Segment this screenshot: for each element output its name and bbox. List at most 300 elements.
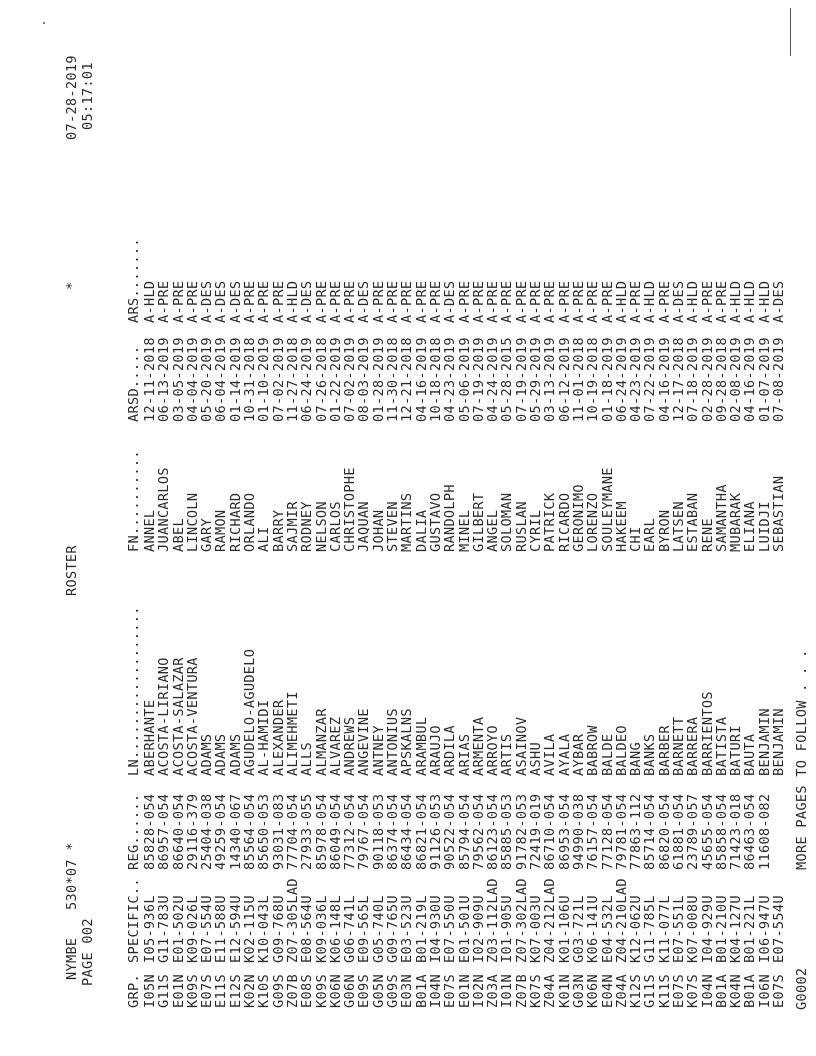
cell-fn: GILBERT: [470, 492, 487, 552]
cell-ln: ALMANZAR: [313, 708, 330, 776]
cell-ars: A-PRE: [370, 280, 387, 323]
cell-reg: 85978-054: [313, 793, 330, 870]
cell-grp: E12S: [227, 974, 244, 1008]
cell-specific: Z04-210LAD: [613, 878, 630, 963]
cell-grp: E03N: [399, 974, 416, 1008]
cell-ars: A-PRE: [556, 280, 573, 323]
cell-fn: NELSON: [313, 501, 330, 552]
cell-fn: ORLANDO: [242, 492, 259, 552]
cell-fn: SAMANTHA: [713, 484, 730, 552]
cell-specific: Z07-302LAD: [513, 878, 530, 963]
cell-arsd: 04-04-2019: [184, 337, 201, 422]
cell-arsd: 08-03-2019: [356, 337, 373, 422]
cell-ln: ACOSTA-LIRIANO: [156, 657, 173, 776]
cell-reg: 79767-054: [356, 793, 373, 870]
system-name: NYMBE: [64, 937, 80, 980]
cell-fn: MUBARAK: [728, 492, 745, 552]
cell-grp: K07S: [528, 974, 545, 1008]
cell-ln: BARRERA: [685, 716, 702, 776]
footer-code: G0002: [794, 967, 810, 1010]
cell-specific: E08-564U: [299, 895, 316, 963]
cell-ars: A-PRE: [156, 280, 173, 323]
cell-ln: AYALA: [556, 733, 573, 776]
cell-grp: K12S: [628, 974, 645, 1008]
cell-grp: E07S: [771, 974, 788, 1008]
cell-fn: SOLOMAN: [499, 492, 516, 552]
cell-specific: I01-905U: [499, 895, 516, 963]
cell-ars: A-PRE: [570, 280, 587, 323]
cell-specific: K09-026L: [184, 895, 201, 963]
cell-reg: 71423-018: [728, 793, 745, 870]
cell-fn: MINEL: [456, 509, 473, 552]
cell-fn: GARY: [199, 518, 216, 552]
cell-arsd: 07-02-2019: [270, 337, 287, 422]
cell-grp: E11S: [213, 974, 230, 1008]
cell-specific: G11-785L: [642, 895, 659, 963]
cell-ln: ADAMS: [199, 733, 216, 776]
cell-fn: JOHAN: [370, 509, 387, 552]
cell-specific: K09-036L: [313, 895, 330, 963]
cell-specific: I04-929U: [699, 895, 716, 963]
cell-reg: 85885-053: [499, 793, 516, 870]
cell-ars: A-DES: [299, 280, 316, 323]
cell-arsd: 01-07-2019: [756, 337, 773, 422]
cell-ln: ARDILA: [442, 725, 459, 776]
cell-specific: G09-768U: [270, 895, 287, 963]
cell-arsd: 05-29-2019: [528, 337, 545, 422]
report-time: 05:17:01: [80, 62, 96, 130]
cell-specific: I04-930U: [427, 895, 444, 963]
cell-reg: 77863-112: [628, 793, 645, 870]
scan-speck: [43, 22, 45, 24]
cell-fn: CYRIL: [528, 509, 545, 552]
cell-ln: ALEXANDER: [270, 699, 287, 776]
cell-arsd: 06-24-2019: [299, 337, 316, 422]
cell-reg: 91126-053: [427, 793, 444, 870]
cell-specific: K02-115U: [242, 895, 259, 963]
cell-grp: K01N: [556, 974, 573, 1008]
cell-ars: A-DES: [771, 280, 788, 323]
cell-ars: A-HLD: [685, 280, 702, 323]
cell-grp: E08S: [299, 974, 316, 1008]
cell-grp: I04N: [427, 974, 444, 1008]
cell-ars: A-HLD: [756, 280, 773, 323]
cell-arsd: 03-13-2019: [542, 337, 559, 422]
cell-specific: E01-502U: [170, 895, 187, 963]
cell-fn: LINCOLN: [184, 492, 201, 552]
cell-reg: 85564-054: [242, 793, 259, 870]
cell-reg: 91782-053: [513, 793, 530, 870]
cell-grp: K09S: [313, 974, 330, 1008]
cell-ln: AYBAR: [570, 733, 587, 776]
cell-fn: BARRY: [270, 509, 287, 552]
cell-ln: ALLS: [299, 742, 316, 776]
cell-ars: A-PRE: [713, 280, 730, 323]
cell-arsd: 07-08-2019: [771, 337, 788, 422]
cell-ars: A-HLD: [728, 280, 745, 323]
cell-arsd: 01-28-2019: [370, 337, 387, 422]
cell-ln: BAUTA: [742, 733, 759, 776]
cell-ars: A-PRE: [256, 280, 273, 323]
cell-specific: Z07-305LAD: [284, 878, 301, 963]
cell-grp: G06N: [342, 974, 359, 1008]
cell-ars: A-PRE: [270, 280, 287, 323]
cell-reg: 85858-054: [713, 793, 730, 870]
cell-grp: E01N: [170, 974, 187, 1008]
cell-ars: A-PRE: [585, 280, 602, 323]
cell-ars: A-PRE: [242, 280, 259, 323]
cell-fn: ELIANA: [742, 501, 759, 552]
cell-grp: I05N: [142, 974, 158, 1008]
cell-specific: E07-554U: [199, 895, 216, 963]
cell-arsd: 07-19-2019: [513, 337, 530, 422]
cell-ln: BABROW: [585, 725, 602, 776]
cell-ln: BENJAMIN: [771, 708, 788, 776]
col-header-arsd: ARSD.....: [126, 345, 142, 422]
cell-fn: RANDOLPH: [442, 484, 459, 552]
cell-ln: BALDE: [599, 733, 616, 776]
cell-ln: ARAMBUL: [413, 716, 430, 776]
cell-arsd: 05-20-2019: [199, 337, 216, 422]
cell-ars: A-PRE: [399, 280, 416, 323]
cell-ln: ARIAS: [456, 733, 473, 776]
specific-column: [143, 878, 786, 963]
cell-specific: K06-148L: [327, 895, 344, 963]
cell-grp: K06N: [327, 974, 344, 1008]
cell-fn: ABEL: [170, 518, 187, 552]
cell-reg: 49259-054: [213, 793, 230, 870]
cell-reg: 86434-054: [399, 793, 416, 870]
cell-arsd: 06-04-2019: [213, 337, 230, 422]
cell-specific: G06-741L: [342, 895, 359, 963]
cell-arsd: 07-22-2019: [642, 337, 659, 422]
cell-reg: 86374-054: [385, 793, 402, 870]
cell-reg: 85794-054: [456, 793, 473, 870]
cell-grp: Z07B: [513, 974, 530, 1008]
cell-fn: LORENZO: [585, 492, 602, 552]
cell-arsd: 01-10-2019: [256, 337, 273, 422]
cell-ars: A-DES: [670, 280, 687, 323]
cell-fn: HAKEEM: [613, 501, 630, 552]
cell-grp: G11S: [642, 974, 659, 1008]
cell-ln: ARMENTA: [470, 716, 487, 776]
cell-ars: A-HLD: [642, 280, 659, 323]
cell-specific: G05-740L: [370, 895, 387, 963]
cell-ln: BARNETT: [670, 716, 687, 776]
cell-ars: A-HLD: [284, 280, 301, 323]
cell-specific: K07-003U: [528, 895, 545, 963]
cell-ln: AL-HAMIDI: [256, 699, 273, 776]
cell-reg: 61881-054: [670, 793, 687, 870]
cell-ln: APSKALNS: [399, 708, 416, 776]
col-header-grp: GRP.: [126, 974, 142, 1008]
cell-grp: I01N: [499, 974, 516, 1008]
report-code: 530*07 *: [64, 842, 80, 910]
cell-ln: BATISTA: [713, 716, 730, 776]
cell-grp: E04N: [599, 974, 616, 1008]
cell-arsd: 12-11-2018: [142, 337, 158, 422]
footer-message: MORE PAGES TO FOLLOW . . .: [794, 649, 810, 870]
cell-reg: 86710-054: [542, 793, 559, 870]
cell-specific: E03-523U: [399, 895, 416, 963]
cell-arsd: 03-05-2019: [170, 337, 187, 422]
cell-specific: G09-765U: [385, 895, 402, 963]
cell-grp: I04N: [699, 974, 716, 1008]
cell-fn: GERONIMO: [570, 484, 587, 552]
col-header-specific: SPECIFIC..: [126, 878, 142, 963]
cell-reg: 86463-054: [742, 793, 759, 870]
cell-fn: EARL: [642, 518, 659, 552]
cell-reg: 77704-054: [284, 793, 301, 870]
cell-fn: CARLOS: [327, 501, 344, 552]
cell-reg: 14340-067: [227, 793, 244, 870]
arsd-column: [143, 337, 786, 422]
cell-specific: E07-550U: [442, 895, 459, 963]
cell-fn: BYRON: [656, 509, 673, 552]
cell-specific: E04-532L: [599, 895, 616, 963]
cell-specific: E07-551L: [670, 895, 687, 963]
cell-grp: B01A: [413, 974, 430, 1008]
cell-ars: A-PRE: [656, 280, 673, 323]
cell-fn: CHI: [628, 526, 645, 552]
cell-grp: I02N: [470, 974, 487, 1008]
cell-ars: A-PRE: [313, 280, 330, 323]
cell-specific: B01-219L: [413, 895, 430, 963]
reg-column: [143, 794, 786, 870]
cell-reg: 23789-057: [685, 793, 702, 870]
cell-ars: A-PRE: [342, 280, 359, 323]
cell-ars: A-PRE: [470, 280, 487, 323]
cell-grp: Z04A: [542, 974, 559, 1008]
cell-reg: [772, 794, 786, 870]
cell-ln: BATURI: [728, 725, 745, 776]
cell-reg: 27933-055: [299, 793, 316, 870]
cell-fn: JAQUAN: [356, 501, 373, 552]
cell-specific: E12-594U: [227, 895, 244, 963]
cell-ln: BARBER: [656, 725, 673, 776]
cell-fn: LUIDJI: [756, 501, 773, 552]
cell-ln: ALIMEHMETI: [284, 691, 301, 776]
cell-fn: STEVEN: [385, 501, 402, 552]
cell-grp: Z04A: [613, 974, 630, 1008]
cell-grp: K11S: [656, 974, 673, 1008]
cell-grp: E09S: [356, 974, 373, 1008]
cell-ln: AGUDELO-AGUDELO: [242, 648, 259, 776]
cell-specific: E11-588U: [213, 895, 230, 963]
cell-ars: A-HLD: [613, 280, 630, 323]
cell-reg: 72419-019: [528, 793, 545, 870]
report-title: ROSTER: [64, 545, 80, 596]
cell-grp: E07S: [670, 974, 687, 1008]
cell-grp: K10S: [256, 974, 273, 1008]
cell-ln: ALVAREZ: [327, 716, 344, 776]
cell-ln: ABERHANTE: [142, 699, 158, 776]
cell-fn: LATSEN: [670, 501, 687, 552]
cell-ln: AVILA: [542, 733, 559, 776]
cell-reg: 86820-054: [656, 793, 673, 870]
cell-grp: I06N: [756, 974, 773, 1008]
cell-specific: K06-141U: [585, 895, 602, 963]
cell-ln: ARAUJO: [427, 725, 444, 776]
cell-fn: RICARDO: [556, 492, 573, 552]
cell-specific: I02-909U: [470, 895, 487, 963]
cell-fn: RODNEY: [299, 501, 316, 552]
cell-ars: A-PRE: [528, 280, 545, 323]
cell-reg: 86123-054: [485, 793, 502, 870]
cell-reg: 86953-054: [556, 793, 573, 870]
cell-reg: 86640-054: [170, 793, 187, 870]
cell-arsd: 04-23-2019: [442, 337, 459, 422]
cell-fn: SAJMIR: [284, 501, 301, 552]
cell-reg: 76157-054: [585, 793, 602, 870]
cell-reg: 29116-379: [184, 793, 201, 870]
cell-ln: BARRIENTOS: [699, 691, 716, 776]
cell-reg: 77312-054: [342, 793, 359, 870]
cell-arsd: 07-26-2018: [313, 337, 330, 422]
cell-reg: 85714-054: [642, 793, 659, 870]
cell-fn: DALIA: [413, 509, 430, 552]
cell-specific: K10-043L: [256, 895, 273, 963]
cell-arsd: 10-19-2018: [585, 337, 602, 422]
cell-ln: ADAMS: [213, 733, 230, 776]
grp-column: [143, 974, 786, 1008]
cell-reg: 94990-038: [570, 793, 587, 870]
cell-grp: Z07B: [284, 974, 301, 1008]
ln-column: [143, 649, 786, 776]
cell-arsd: 07-19-2019: [470, 337, 487, 422]
cell-ln: ASAINOV: [513, 716, 530, 776]
cell-grp: G09S: [270, 974, 287, 1008]
cell-reg: 90118-053: [370, 793, 387, 870]
cell-arsd: 01-14-2019: [227, 337, 244, 422]
cell-arsd: 06-24-2019: [613, 337, 630, 422]
cell-ars: A-PRE: [599, 280, 616, 323]
cell-ln: ASHU: [528, 742, 545, 776]
cell-arsd: 01-22-2019: [327, 337, 344, 422]
col-header-fn: FN..........: [126, 450, 142, 552]
cell-arsd: 09-28-2018: [713, 337, 730, 422]
cell-grp: E07S: [442, 974, 459, 1008]
cell-reg: 86957-054: [156, 793, 173, 870]
cell-grp: G05N: [370, 974, 387, 1008]
cell-grp: B01A: [742, 974, 759, 1008]
cell-grp: Z03A: [485, 974, 502, 1008]
cell-specific: G03-721L: [570, 895, 587, 963]
cell-arsd: 11-27-2018: [284, 337, 301, 422]
cell-fn: MARTINS: [399, 492, 416, 552]
col-header-ln: LN..................: [126, 606, 142, 776]
cell-reg: 85650-053: [256, 793, 273, 870]
cell-specific: B01-221L: [742, 895, 759, 963]
cell-ln: ANGEVINE: [356, 708, 373, 776]
cell-arsd: 05-06-2019: [456, 337, 473, 422]
cell-arsd: 04-16-2019: [413, 337, 430, 422]
cell-ars: A-HLD: [142, 280, 158, 323]
cell-ars: A-DES: [199, 280, 216, 323]
report-date: 07-28-2019: [64, 55, 80, 140]
header-star: *: [64, 281, 80, 290]
cell-grp: K02N: [242, 974, 259, 1008]
cell-arsd: 06-12-2019: [556, 337, 573, 422]
cell-fn: RUSLAN: [513, 501, 530, 552]
cell-ars: A-PRE: [542, 280, 559, 323]
cell-specific: Z03-112LAD: [485, 878, 502, 963]
cell-arsd: 10-18-2018: [427, 337, 444, 422]
cell-specific: K01-106U: [556, 895, 573, 963]
cell-ars: A-PRE: [170, 280, 187, 323]
cell-reg: 93031-083: [270, 793, 287, 870]
cell-arsd: 11-30-2018: [385, 337, 402, 422]
cell-reg: 25404-038: [199, 793, 216, 870]
cell-fn: PATRICK: [542, 492, 559, 552]
cell-arsd: 04-24-2019: [485, 337, 502, 422]
scan-edge-line: [790, 8, 791, 56]
cell-ars: A-PRE: [699, 280, 716, 323]
cell-ln: ANTONIUS: [385, 708, 402, 776]
cell-ars: A-PRE: [485, 280, 502, 323]
cell-reg: 77128-054: [599, 793, 616, 870]
cell-grp: E01N: [456, 974, 473, 1008]
cell-ars: A-PRE: [456, 280, 473, 323]
cell-ars: A-PRE: [385, 280, 402, 323]
cell-specific: E09-565L: [356, 895, 373, 963]
cell-ln: BANG: [628, 742, 645, 776]
cell-specific: E01-501U: [456, 895, 473, 963]
cell-arsd: 11-01-2018: [570, 337, 587, 422]
cell-specific: K12-062U: [628, 895, 645, 963]
cell-grp: K09S: [184, 974, 201, 1008]
cell-reg: 45655-054: [699, 793, 716, 870]
cell-ln: ACOSTA-VENTURA: [184, 657, 201, 776]
cell-specific: G11-783U: [156, 895, 173, 963]
cell-grp: E07S: [199, 974, 216, 1008]
cell-ars: A-PRE: [327, 280, 344, 323]
cell-ln: ARROYO: [485, 725, 502, 776]
cell-ars: A-PRE: [513, 280, 530, 323]
ars-column: [143, 281, 786, 323]
cell-reg: 85828-054: [142, 793, 158, 870]
cell-ars: A-DES: [213, 280, 230, 323]
cell-ars: A-DES: [442, 280, 459, 323]
cell-ln: ANTNEY: [370, 725, 387, 776]
cell-grp: K06N: [585, 974, 602, 1008]
cell-fn: SEBASTIAN: [771, 475, 788, 552]
cell-fn: ANNEL: [142, 509, 158, 552]
cell-reg: 11608-082: [756, 793, 773, 870]
cell-ars: A-HLD: [742, 280, 759, 323]
cell-arsd: 07-02-2019: [342, 337, 359, 422]
cell-ln: BALDEO: [613, 725, 630, 776]
cell-reg: 86821-054: [413, 793, 430, 870]
cell-fn: RENE: [699, 518, 716, 552]
cell-specific: B01-210U: [713, 895, 730, 963]
cell-reg: 79781-054: [613, 793, 630, 870]
cell-ars: A-DES: [356, 280, 373, 323]
cell-arsd: 04-16-2019: [742, 337, 759, 422]
cell-specific: Z04-212LAD: [542, 878, 559, 963]
col-header-reg: REG......: [126, 793, 142, 870]
cell-specific: K07-008U: [685, 895, 702, 963]
cell-fn: JUANCARLOS: [156, 467, 173, 552]
cell-specific: K11-077L: [656, 895, 673, 963]
cell-ars: A-PRE: [184, 280, 201, 323]
col-header-ars: ARS.......: [126, 238, 142, 323]
cell-ln: BENJAMIN: [756, 708, 773, 776]
cell-grp: G09S: [385, 974, 402, 1008]
cell-reg: 79562-054: [470, 793, 487, 870]
cell-ln: BANKS: [642, 733, 659, 776]
roster-printout: [55, 10, 810, 1010]
